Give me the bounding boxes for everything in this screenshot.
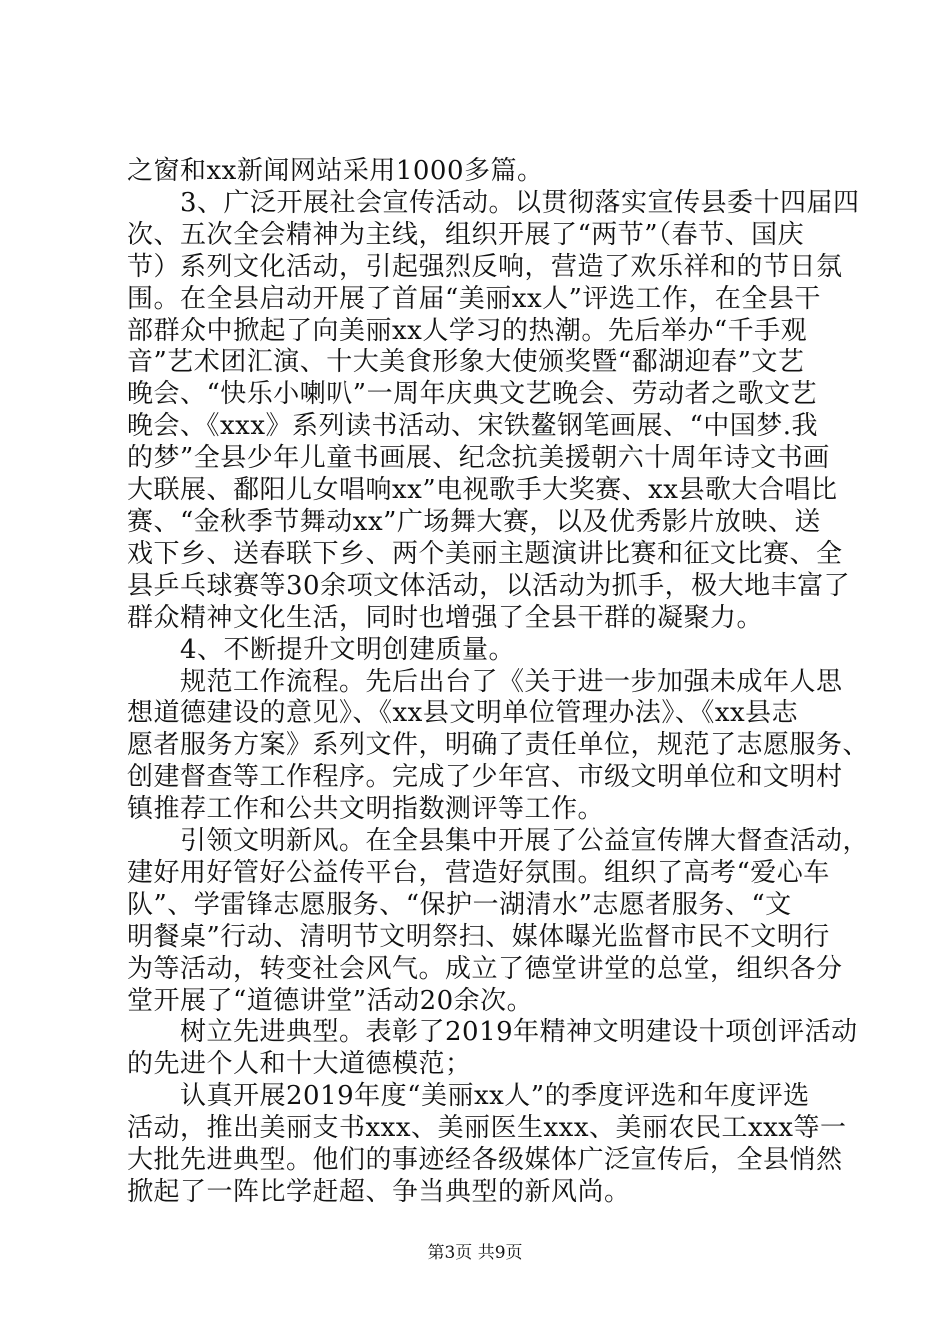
body-line: 晚会、《xxx》系列读书活动、宋铁鳌钢笔画展、“中国梦.我 bbox=[127, 411, 819, 441]
body-line: 大联展、鄱阳儿女唱响xx”电视歌手大奖赛、xx县歌大合唱比 bbox=[127, 475, 838, 505]
body-line: 部群众中掀起了向美丽xx人学习的热潮。先后举办“千手观 bbox=[127, 316, 808, 346]
section-heading: 4、不断提升文明创建质量。 bbox=[127, 635, 516, 665]
body-line: 次、五次全会精神为主线，组织开展了“两节”（春节、国庆 bbox=[127, 220, 805, 250]
body-line: 3、广泛开展社会宣传活动。以贯彻落实宣传县委十四届四 bbox=[127, 188, 860, 218]
body-line: 树立先进典型。表彰了2019年精神文明建设十项创评活动 bbox=[127, 1017, 858, 1047]
body-line: 引领文明新风。在全县集中开展了公益宣传牌大督查活动， bbox=[127, 826, 870, 856]
body-line: 县乒乓球赛等30余项文体活动，以活动为抓手，极大地丰富了 bbox=[127, 571, 851, 601]
body-line: 镇推荐工作和公共文明指数测评等工作。 bbox=[127, 794, 605, 824]
body-line: 认真开展2019年度“美丽xx人”的季度评选和年度评选 bbox=[127, 1081, 810, 1111]
body-line: 大批先进典型。他们的事迹经各级媒体广泛宣传后，全县悄然 bbox=[127, 1145, 843, 1175]
body-line: 明餐桌”行动、清明节文明祭扫、媒体曝光监督市民不文明行 bbox=[127, 922, 830, 952]
body-line: 规范工作流程。先后出台了《关于进一步加强未成年人思 bbox=[127, 667, 843, 697]
body-line: 的梦”全县少年儿童书画展、纪念抗美援朝六十周年诗文书画 bbox=[127, 443, 830, 473]
body-line: 建好用好管好公益传平台，营造好氛围。组织了高考“爱心车 bbox=[127, 858, 830, 888]
body-line: 堂开展了“道德讲堂”活动20余次。 bbox=[127, 986, 534, 1016]
body-line: 音”艺术团汇演、十大美食形象大使颁奖暨“鄱湖迎春”文艺 bbox=[127, 347, 805, 377]
body-line: 戏下乡、送春联下乡、两个美丽主题演讲比赛和征文比赛、全 bbox=[127, 539, 843, 569]
body-line: 愿者服务方案》系列文件，明确了责任单位，规范了志愿服务、 bbox=[127, 730, 870, 760]
page-footer: 第3页 共9页 bbox=[427, 1243, 523, 1263]
body-line: 队”、学雷锋志愿服务、“保护一湖清水”志愿者服务、“文 bbox=[127, 890, 792, 920]
body-line: 之窗和xx新闻网站采用1000多篇。 bbox=[127, 156, 544, 186]
body-line: 掀起了一阵比学赶超、争当典型的新风尚。 bbox=[127, 1177, 631, 1207]
body-line: 的先进个人和十大道德模范； bbox=[127, 1049, 472, 1079]
body-line: 节）系列文化活动，引起强烈反响，营造了欢乐祥和的节日氛 bbox=[127, 252, 843, 282]
body-line: 赛、“金秋季节舞动xx”广场舞大赛，以及优秀影片放映、送 bbox=[127, 507, 821, 537]
body-line: 创建督查等工作程序。完成了少年宫、市级文明单位和文明村 bbox=[127, 762, 843, 792]
body-line: 活动，推出美丽支书xxx、美丽医生xxx、美丽农民工xxx等一 bbox=[127, 1113, 847, 1143]
body-line: 围。在全县启动开展了首届“美丽xx人”评选工作，在全县干 bbox=[127, 284, 821, 314]
body-line: 想道德建设的意见》、《xx县文明单位管理办法》、《xx县志 bbox=[127, 698, 799, 728]
body-line: 晚会、“快乐小喇叭”一周年庆典文艺晚会、劳动者之歌文艺 bbox=[127, 379, 818, 409]
body-line: 群众精神文化生活，同时也增强了全县干群的凝聚力。 bbox=[127, 603, 764, 633]
body-line: 为等活动，转变社会风气。成立了德堂讲堂的总堂，组织各分 bbox=[127, 954, 843, 984]
